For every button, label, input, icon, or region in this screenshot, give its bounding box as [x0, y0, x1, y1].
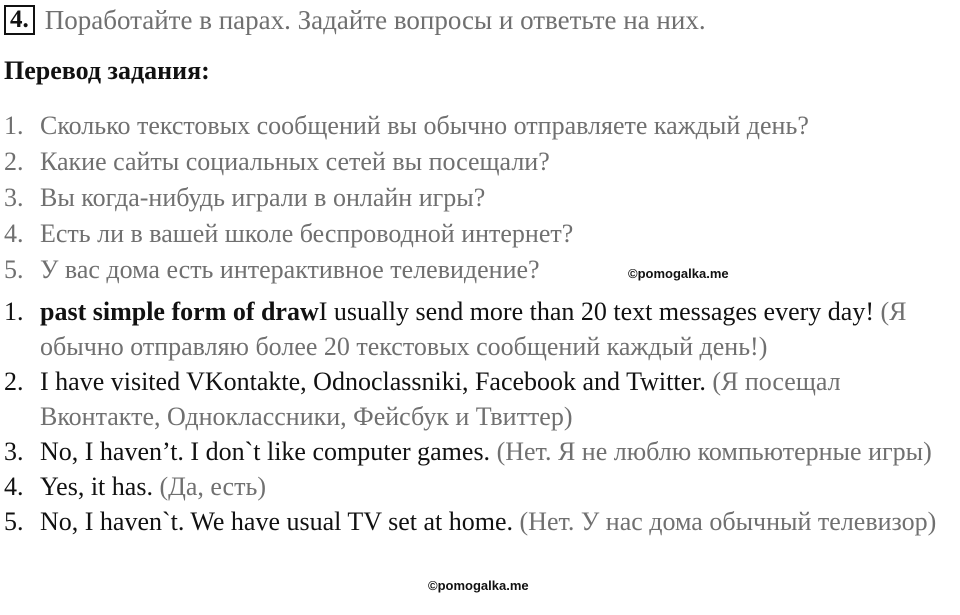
answer-item [4, 364, 960, 434]
question-text: Сколько текстовых сообщений вы обычно отправляете каждый день? [40, 111, 809, 140]
answer-number: 4. [4, 472, 24, 501]
answer-item [4, 469, 960, 504]
question-list [4, 108, 809, 288]
question-number: 5. [4, 255, 24, 284]
task-number-box: 4. [4, 5, 35, 35]
translation-heading: Перевод задания: [4, 56, 210, 85]
answer-list [4, 294, 960, 539]
answer-item [4, 294, 960, 364]
answer-body [40, 294, 960, 364]
answer-english: I have visited VKontakte, Odnoclassniki, Facebook and Twitter. [40, 367, 706, 396]
question-item [4, 108, 809, 144]
question-text: Какие сайты социальных сетей вы посещали? [40, 147, 550, 176]
question-number: 1. [4, 111, 24, 140]
answer-english: No, I haven`t. We have usual TV set at home. [40, 507, 514, 536]
question-number: 3. [4, 183, 24, 212]
answer-number: 2. [4, 367, 24, 396]
answer-number: 3. [4, 437, 24, 466]
question-text: Есть ли в вашей школе беспроводной интернет? [40, 219, 574, 248]
watermark-top: ©pomogalka.me [628, 266, 729, 281]
answer-russian: (Я обычно отправляю более 20 текстовых сообщений каждый день!) [40, 297, 907, 361]
answer-body [40, 469, 960, 504]
answer-russian: (Я посещал Вконтакте, Одноклассники, Фейсбук и Твиттер) [40, 367, 841, 431]
question-number: 4. [4, 219, 24, 248]
question-item [4, 216, 809, 252]
question-item [4, 144, 809, 180]
question-item [4, 180, 809, 216]
answer-item [4, 434, 960, 469]
question-number: 2. [4, 147, 24, 176]
answer-body [40, 364, 960, 434]
question-text: Вы когда-нибудь играли в онлайн игры? [40, 183, 486, 212]
answer-number: 1. [4, 297, 24, 326]
answer-russian: (Да, есть) [159, 472, 266, 501]
answer-english: I usually send more than 20 text messages every day! [318, 297, 874, 326]
answer-russian: (Нет. Я не люблю компьютерные игры) [496, 437, 932, 466]
answer-english: No, I haven’t. I don`t like computer games. [40, 437, 491, 466]
task-text: Поработайте в парах. Задайте вопросы и ответьте на них. [44, 4, 706, 35]
task-header [4, 2, 706, 38]
question-text: У вас дома есть интерактивное телевидение? [40, 255, 540, 284]
answer-number: 5. [4, 507, 24, 536]
answer-body [40, 504, 960, 539]
answer-item [4, 504, 960, 539]
answer-russian: (Нет. У нас дома обычный телевизор) [519, 507, 937, 536]
answer-english: Yes, it has. [40, 472, 153, 501]
watermark-bottom: ©pomogalka.me [428, 578, 529, 593]
answer-bold-text: past simple form of draw [40, 297, 319, 326]
answer-body [40, 434, 960, 469]
